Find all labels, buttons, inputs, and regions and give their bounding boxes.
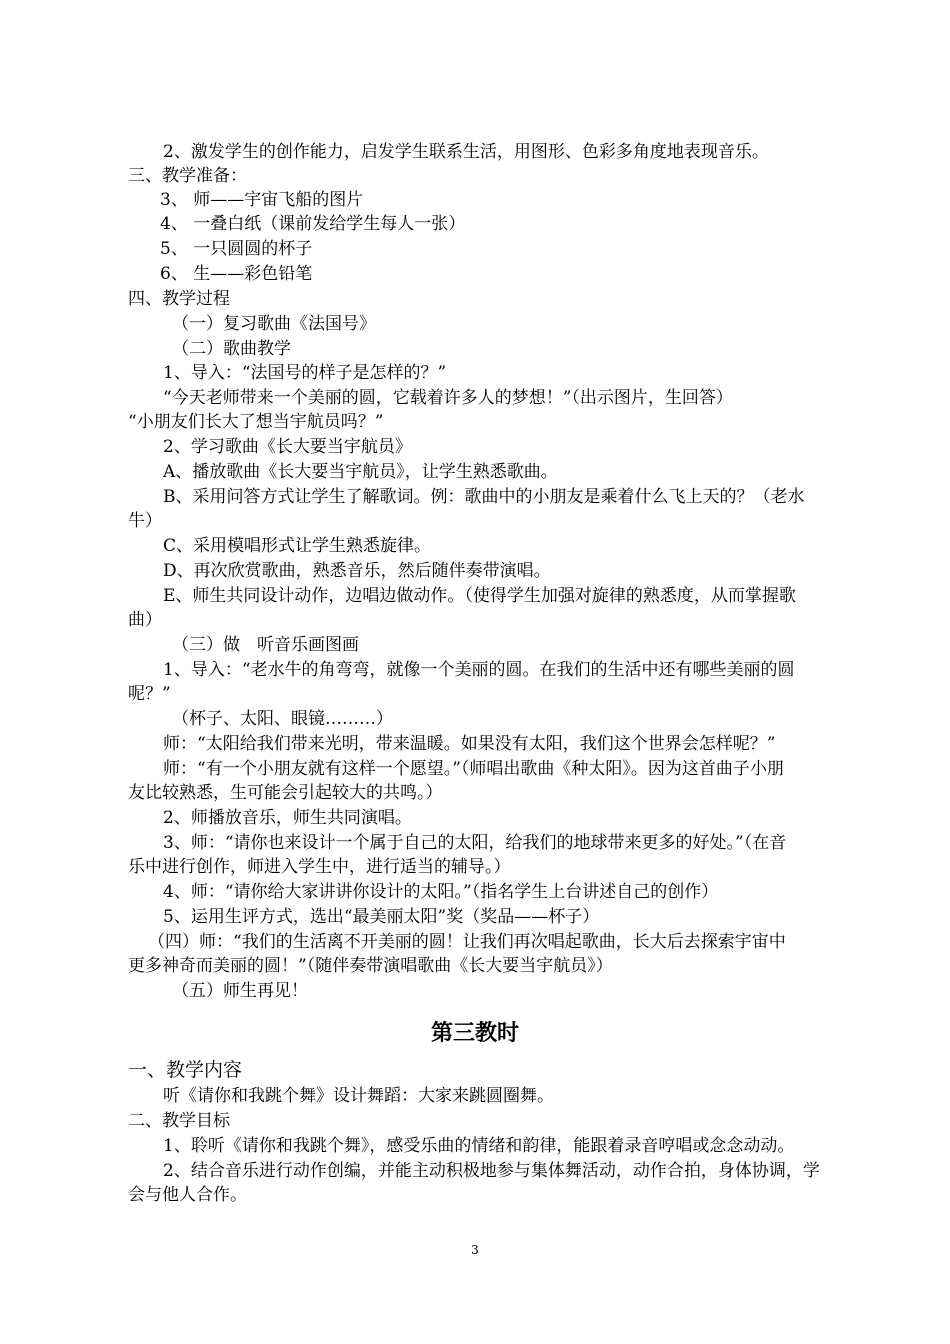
process-evaluate: 5、运用生评方式，选出“最美丽太阳”奖（奖品——杯子） <box>163 907 600 927</box>
prep-item-5: 5、 一只圆圆的杯子 <box>160 239 313 259</box>
process-step-d: D、再次欣赏歌曲，熟悉音乐，然后随伴奏带演唱。 <box>163 561 551 581</box>
prep-item-6: 6、 生——彩色铅笔 <box>160 264 313 284</box>
process-song-teaching: （二）歌曲教学 <box>172 339 291 359</box>
process-intro-quote: “今天老师带来一个美丽的圆，它载着许多人的梦想！”（出示图片，生回答） <box>163 388 733 408</box>
process-draw-intro-cont: 呢？” <box>128 684 171 704</box>
process-step-e-cont: 曲） <box>128 610 162 630</box>
process-step-a: A、播放歌曲《长大要当宇航员》，让学生熟悉歌曲。 <box>163 462 558 482</box>
process-step-b: B、采用问答方式让学生了解歌词。例：歌曲中的小朋友是乘着什么飞上天的？（老水 <box>163 487 805 507</box>
goal-2-text: 2、激发学生的创作能力，启发学生联系生活，用图形、色彩多角度地表现音乐。 <box>163 142 769 162</box>
lesson-3-content-text: 听《请你和我跳个舞》设计舞蹈：大家来跳圆圈舞。 <box>163 1086 554 1106</box>
section-3-heading: 三、教学准备： <box>128 166 247 186</box>
process-teacher-sun: 师：“太阳给我们带来光明，带来温暖。如果没有太阳，我们这个世界会怎样呢？” <box>163 734 776 754</box>
process-intro: 1、导入：“法国号的样子是怎样的？” <box>163 363 447 383</box>
process-present: 4、师：“请你给大家讲讲你设计的太阳。”（指名学生上台讲述自己的创作） <box>163 882 719 902</box>
process-design-sun-cont: 乐中进行创作，师进入学生中，进行适当的辅导。） <box>128 857 511 877</box>
process-learn-song: 2、学习歌曲《长大要当宇航员》 <box>163 437 412 457</box>
lesson-3-goal-2-cont: 会与他人合作。 <box>128 1185 247 1205</box>
process-teacher-wish: 师：“有一个小朋友就有这样一个愿望。”（师唱出歌曲《种太阳》。因为这首曲子小朋 <box>163 759 784 779</box>
process-teacher-wish-cont: 友比较熟悉，生可能会引起较大的共鸣。） <box>128 783 443 803</box>
process-draw-intro: 1、导入：“老水牛的角弯弯，就像一个美丽的圆。在我们的生活中还有哪些美丽的圆 <box>163 660 795 680</box>
process-intro-quote-cont: “小朋友们长大了想当宇航员吗？” <box>128 412 384 432</box>
process-closing-cont: 更多神奇而美丽的圆！”（随伴奏带演唱歌曲《长大要当宇航员》） <box>128 956 613 976</box>
process-closing: （四）师：“我们的生活离不开美丽的圆！让我们再次唱起歌曲，长大后去探索宇宙中 <box>148 932 786 952</box>
prep-item-3: 3、 师——宇宙飞船的图片 <box>160 190 364 210</box>
lesson-3-goal-2: 2、结合音乐进行动作创编，并能主动积极地参与集体舞活动，动作合拍，身体协调，学 <box>163 1161 820 1181</box>
process-step-e: E、师生共同设计动作，边唱边做动作。（使得学生加强对旋律的熟悉度，从而掌握歌 <box>163 586 796 606</box>
process-design-sun: 3、师：“请你也来设计一个属于自己的太阳，给我们的地球带来更多的好处。”（在音 <box>163 833 787 853</box>
process-review: （一）复习歌曲《法国号》 <box>172 314 376 334</box>
process-play-music: 2、师播放音乐，师生共同演唱。 <box>163 808 412 828</box>
section-4-heading: 四、教学过程 <box>128 289 230 309</box>
process-step-b-cont: 牛） <box>128 511 162 531</box>
lesson-3-title: 第三教时 <box>430 1021 519 1046</box>
process-draw-to-music: （三）做 听音乐画图画 <box>172 635 359 655</box>
lesson-3-goal-1: 1、聆听《请你和我跳个舞》，感受乐曲的情绪和韵律，能跟着录音哼唱或念念动动。 <box>163 1136 795 1156</box>
process-goodbye: （五）师生再见！ <box>172 981 308 1001</box>
process-step-c: C、采用模唱形式让学生熟悉旋律。 <box>163 536 432 556</box>
prep-item-4: 4、 一叠白纸（课前发给学生每人一张） <box>160 214 466 234</box>
lesson-3-content-heading: 一、教学内容 <box>128 1059 243 1081</box>
page-number: 3 <box>471 1243 479 1257</box>
process-examples: （杯子、太阳、眼镜………） <box>172 709 393 729</box>
lesson-3-goals-heading: 二、教学目标 <box>128 1111 230 1131</box>
